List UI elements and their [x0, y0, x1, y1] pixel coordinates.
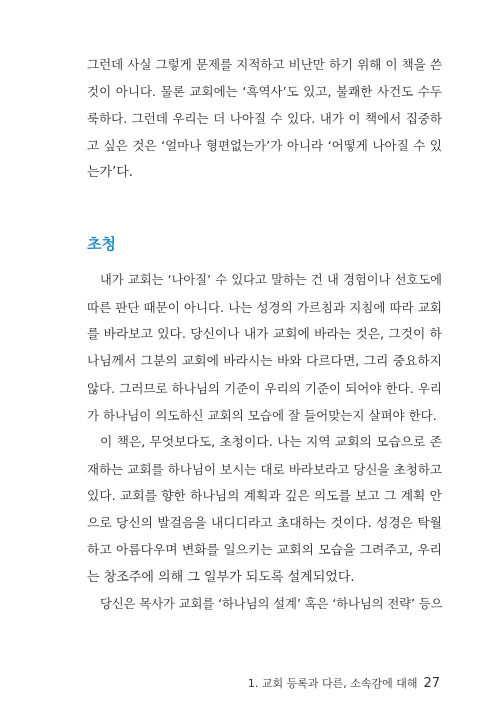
- text-line: 는 창조주에 의해 그 일부가 되도록 설계되었다.: [87, 570, 355, 585]
- paragraph-standard: [87, 267, 442, 429]
- section-heading: 초청: [87, 235, 116, 253]
- text-line: 당신은 목사가 교회를 ‘하나님의 설계’ 혹은 ‘하나님의 전략’ 등으: [100, 597, 443, 611]
- text-line: 는가’다.: [87, 165, 133, 180]
- paragraph-continuing: [87, 591, 442, 618]
- paragraph-intro: [87, 51, 442, 186]
- text-line: 를 바라보고 있다. 당신이나 내가 교회에 바라는 것은, 그것이 하: [87, 327, 442, 342]
- running-chapter-title: 1. 교회 등록과 다른, 소속감에 대해: [247, 677, 418, 690]
- text-line: 룩하다. 그런데 우리는 더 나아질 수 있다. 내가 이 책에서 집중하: [87, 111, 442, 126]
- text-line: 내가 교회는 ‘나아질’ 수 있다고 말하는 건 내 경험이나 선호도에: [100, 273, 442, 287]
- text-line: 고 싶은 것은 ‘얼마나 형편없는가’가 아니라 ‘어떻게 나아질 수 있: [87, 138, 442, 153]
- page-number: 27: [423, 676, 440, 691]
- text-line: 으로 당신의 발걸음을 내디디라고 초대하는 것이다. 성경은 탁월: [87, 516, 442, 531]
- text-line: 따른 판단 때문이 아니다. 나는 성경의 가르침과 지침에 따라 교회: [87, 300, 442, 315]
- text-line: 재하는 교회를 하나님이 보시는 대로 바라보라고 당신을 초청하고: [87, 462, 442, 477]
- text-line: 이 책은, 무엇보다도, 초청이다. 나는 지역 교회의 모습으로 존: [100, 435, 442, 450]
- page-footer: [248, 676, 440, 692]
- paragraph-invitation: [87, 429, 442, 591]
- text-line: 것이 아니다. 물론 교회에는 ‘흑역사’도 있고, 불쾌한 사건도 수두: [87, 84, 442, 99]
- text-line: 하고 아름다우며 변화를 일으키는 교회의 모습을 그려주고, 우리: [87, 543, 442, 558]
- text-line: 나님께서 그분의 교회에 바라시는 바와 다르다면, 그리 중요하지: [87, 354, 442, 369]
- text-line: 않다. 그러므로 하나님의 기준이 우리의 기준이 되어야 한다. 우리: [87, 381, 442, 396]
- text-line: 가 하나님이 의도하신 교회의 모습에 잘 들어맞는지 살펴야 한다.: [87, 408, 437, 423]
- text-line: 그런데 사실 그렇게 문제를 지적하고 비난만 하기 위해 이 책을 쓴: [87, 57, 442, 72]
- text-line: 있다. 교회를 향한 하나님의 계획과 깊은 의도를 보고 그 계획 안: [87, 489, 442, 504]
